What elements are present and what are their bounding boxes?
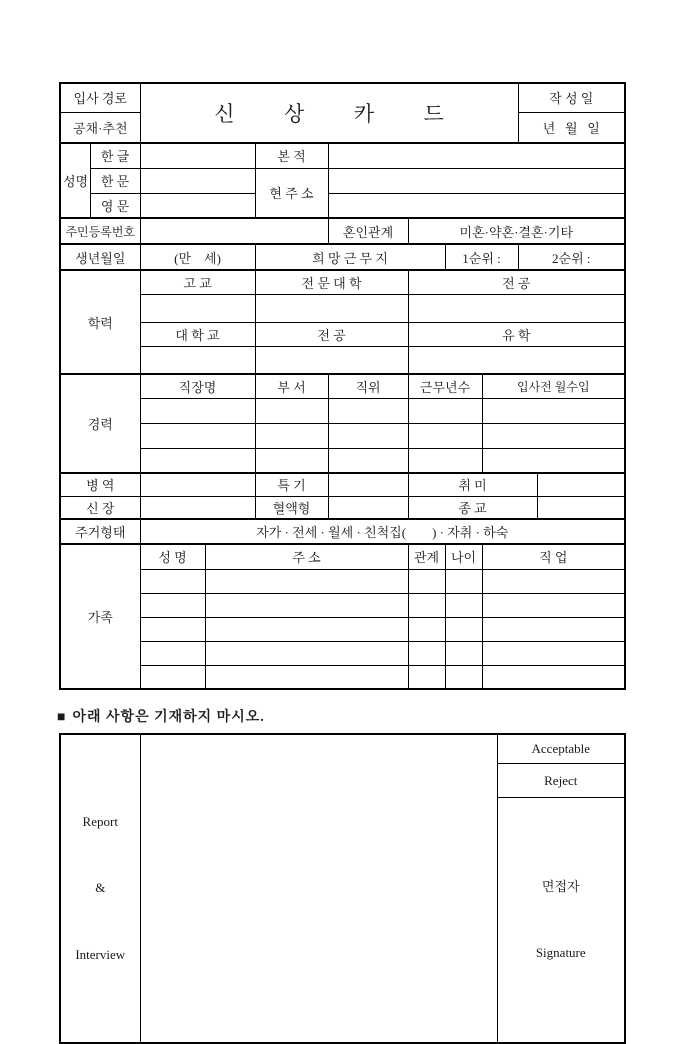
career-position-header: 직위 bbox=[328, 374, 408, 398]
date-format-label: 년 월 일 bbox=[518, 112, 625, 143]
career-income-header: 입사전 월수입 bbox=[482, 374, 625, 398]
resident-no-label: 주민등록번호 bbox=[60, 218, 140, 244]
career-row-cell bbox=[255, 423, 328, 448]
career-row-cell bbox=[482, 448, 625, 473]
college-cell bbox=[255, 294, 408, 322]
major1-cell bbox=[408, 294, 625, 322]
name-hanja-cell bbox=[140, 168, 255, 193]
marital-label: 혼인관계 bbox=[328, 218, 408, 244]
family-row-cell bbox=[205, 641, 408, 665]
family-job-header: 직 업 bbox=[482, 544, 625, 569]
specialty-cell bbox=[328, 473, 408, 496]
religion-label: 종 교 bbox=[408, 496, 537, 519]
family-row-cell bbox=[445, 641, 482, 665]
interviewer-signature-cell bbox=[497, 798, 625, 1043]
major2-cell bbox=[255, 346, 408, 374]
family-row-cell bbox=[408, 593, 445, 617]
university-label: 대 학 교 bbox=[140, 322, 255, 346]
family-row-cell bbox=[140, 617, 205, 641]
major2-label: 전 공 bbox=[255, 322, 408, 346]
family-relation-header: 관계 bbox=[408, 544, 445, 569]
family-row-cell bbox=[482, 593, 625, 617]
main-form-table bbox=[59, 82, 626, 690]
university-cell bbox=[140, 346, 255, 374]
family-name-header: 성 명 bbox=[140, 544, 205, 569]
family-row-cell bbox=[408, 569, 445, 593]
career-row-cell bbox=[328, 398, 408, 423]
report-interview-label bbox=[60, 734, 140, 1043]
family-address-header: 주 소 bbox=[205, 544, 408, 569]
interviewer-label: 면접자 bbox=[541, 878, 580, 894]
career-company-header: 직장명 bbox=[140, 374, 255, 398]
career-years-header: 근무년수 bbox=[408, 374, 482, 398]
family-row-cell bbox=[445, 593, 482, 617]
family-row-cell bbox=[140, 665, 205, 689]
career-section-label: 경력 bbox=[60, 374, 140, 473]
family-row-cell bbox=[408, 641, 445, 665]
family-section-label: 가족 bbox=[60, 544, 140, 689]
reject-label: Reject bbox=[497, 763, 625, 797]
housing-options: 자가 · 전세 · 월세 · 친척집( ) · 자취 · 하숙 bbox=[140, 519, 625, 544]
family-row-cell bbox=[482, 665, 625, 689]
entry-route-label: 입사 경로 bbox=[60, 83, 140, 112]
name-english-cell bbox=[140, 193, 255, 218]
marital-options: 미혼·약혼·결혼·기타 bbox=[408, 218, 625, 244]
origin-label: 본 적 bbox=[255, 143, 328, 168]
family-row-cell bbox=[140, 593, 205, 617]
family-row-cell bbox=[445, 617, 482, 641]
highschool-cell bbox=[140, 294, 255, 322]
specialty-label: 특 기 bbox=[255, 473, 328, 496]
address-label: 현 주 소 bbox=[255, 168, 328, 218]
name-hangul-cell bbox=[140, 143, 255, 168]
housing-label: 주거형태 bbox=[60, 519, 140, 544]
name-hangul-label: 한 글 bbox=[90, 143, 140, 168]
signature-label: Signature bbox=[535, 945, 586, 961]
do-not-fill-note-text: 아래 사항은 기재하지 마시오. bbox=[72, 710, 265, 725]
career-row-cell bbox=[408, 423, 482, 448]
second-choice-label: 2순위 : bbox=[518, 244, 625, 270]
career-row-cell bbox=[255, 448, 328, 473]
address-cell-1 bbox=[328, 168, 625, 193]
career-row-cell bbox=[482, 423, 625, 448]
write-date-label: 작 성 일 bbox=[518, 83, 625, 112]
career-row-cell bbox=[408, 448, 482, 473]
college-label: 전 문 대 학 bbox=[255, 270, 408, 294]
study-abroad-label: 유 학 bbox=[408, 322, 625, 346]
career-row-cell bbox=[408, 398, 482, 423]
career-row-cell bbox=[482, 398, 625, 423]
blood-type-label: 혈액형 bbox=[255, 496, 328, 519]
career-row-cell bbox=[140, 448, 255, 473]
career-row-cell bbox=[255, 398, 328, 423]
family-row-cell bbox=[205, 569, 408, 593]
family-row-cell bbox=[482, 641, 625, 665]
first-choice-label: 1순위 : bbox=[445, 244, 518, 270]
height-cell bbox=[140, 496, 255, 519]
family-row-cell bbox=[408, 617, 445, 641]
family-row-cell bbox=[205, 593, 408, 617]
resident-no-cell bbox=[140, 218, 328, 244]
birth-age-cell: (만 세) bbox=[140, 244, 255, 270]
career-row-cell bbox=[328, 448, 408, 473]
career-row-cell bbox=[140, 423, 255, 448]
name-hanja-label: 한 문 bbox=[90, 168, 140, 193]
family-row-cell bbox=[205, 617, 408, 641]
family-row-cell bbox=[445, 569, 482, 593]
ampersand-line: & bbox=[95, 880, 106, 896]
hobby-cell bbox=[537, 473, 625, 496]
address-cell-2 bbox=[328, 193, 625, 218]
study-abroad-cell bbox=[408, 346, 625, 374]
black-square-icon: ■ bbox=[57, 710, 67, 725]
birth-date-label: 생년월일 bbox=[60, 244, 140, 270]
career-dept-header: 부 서 bbox=[255, 374, 328, 398]
highschool-label: 고 교 bbox=[140, 270, 255, 294]
name-section-label: 성명 bbox=[60, 143, 90, 218]
family-age-header: 나이 bbox=[445, 544, 482, 569]
education-section-label: 학력 bbox=[60, 270, 140, 374]
page-title: 신 상 카 드 bbox=[140, 83, 518, 143]
desired-workplace-label: 희 망 근 무 지 bbox=[255, 244, 445, 270]
family-row-cell bbox=[408, 665, 445, 689]
family-row-cell bbox=[482, 617, 625, 641]
military-label: 병 역 bbox=[60, 473, 140, 496]
family-row-cell bbox=[482, 569, 625, 593]
origin-cell bbox=[328, 143, 625, 168]
interview-comments-cell bbox=[140, 734, 497, 1043]
interview-table bbox=[59, 733, 626, 1044]
recruitment-label: 공채·추천 bbox=[60, 112, 140, 143]
religion-cell bbox=[537, 496, 625, 519]
family-row-cell bbox=[205, 665, 408, 689]
do-not-fill-note bbox=[57, 706, 265, 726]
height-label: 신 장 bbox=[60, 496, 140, 519]
family-row-cell bbox=[445, 665, 482, 689]
report-line: Report bbox=[82, 814, 118, 830]
military-cell bbox=[140, 473, 255, 496]
career-row-cell bbox=[328, 423, 408, 448]
name-english-label: 영 문 bbox=[90, 193, 140, 218]
major1-label: 전 공 bbox=[408, 270, 625, 294]
interview-line: Interview bbox=[75, 946, 126, 962]
family-row-cell bbox=[140, 569, 205, 593]
family-row-cell bbox=[140, 641, 205, 665]
hobby-label: 취 미 bbox=[408, 473, 537, 496]
blood-type-cell bbox=[328, 496, 408, 519]
acceptable-label: Acceptable bbox=[497, 734, 625, 763]
career-row-cell bbox=[140, 398, 255, 423]
